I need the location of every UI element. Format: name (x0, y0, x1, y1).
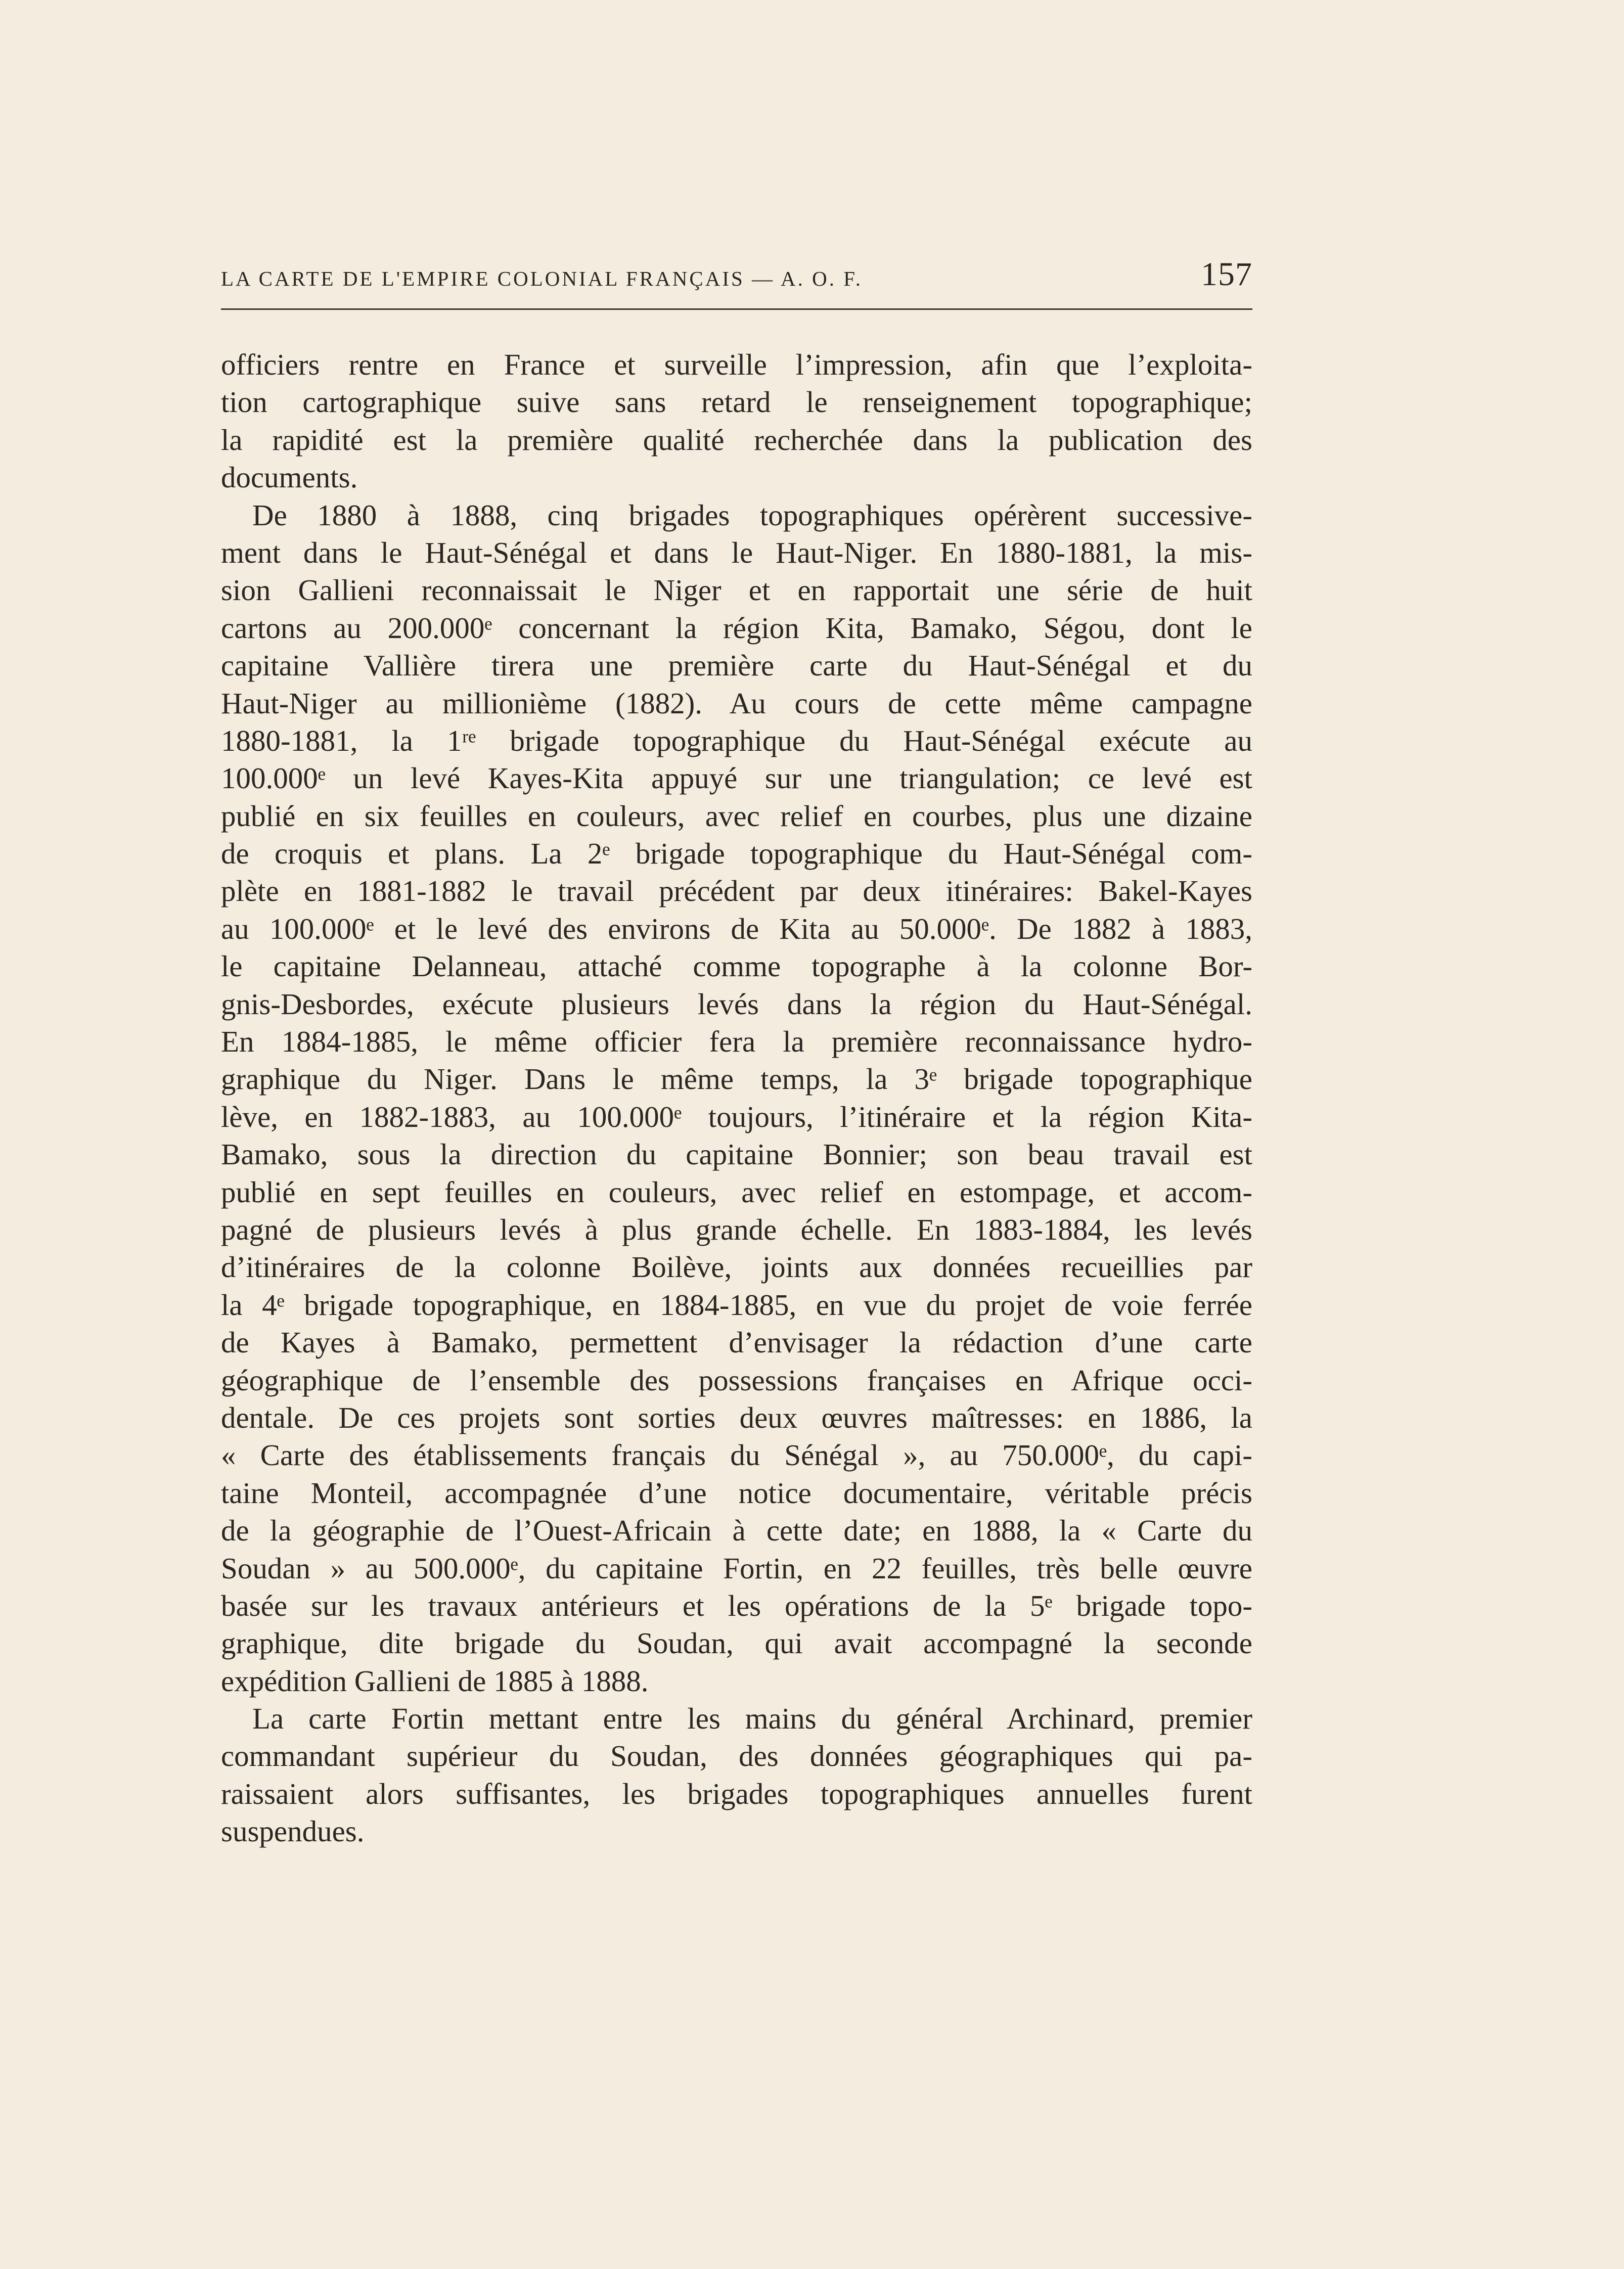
text-line: documents. (221, 461, 358, 494)
text-line: 100.000ᵉ un levé Kayes-Kita appuyé sur une triangulation; ce levé est (221, 761, 1252, 795)
text-line: le capitaine Delanneau, attaché comme topographe à la colonne Bor- (221, 949, 1252, 983)
text-line: dentale. De ces projets sont sorties deux œuvres maîtresses: en 1886, la (221, 1400, 1252, 1434)
text-line: suspendues. (221, 1814, 365, 1848)
text-line: tion cartographique suive sans retard le renseignement topographique; (221, 385, 1252, 419)
text-line: lève, en 1882-1883, au 100.000ᵉ toujours, l’itinéraire et la région Kita- (221, 1100, 1252, 1133)
page-number: 157 (1201, 256, 1252, 293)
text-line: publié en six feuilles en couleurs, avec relief en courbes, plus une dizaine (221, 799, 1252, 833)
text-line: de Kayes à Bamako, permettent d’envisager la rédaction d’une carte (221, 1326, 1252, 1359)
text-line: Bamako, sous la direction du capitaine Bonnier; son beau travail est (221, 1138, 1252, 1171)
text-line: capitaine Vallière tirera une première carte du Haut-Sénégal et du (221, 649, 1252, 683)
text-line: gnis-Desbordes, exécute plusieurs levés dans la région du Haut-Sénégal. (221, 987, 1252, 1021)
text-line: de la géographie de l’Ouest-Africain à cette date; en 1888, la « Carte du (221, 1514, 1252, 1548)
text-line: la 4ᵉ brigade topographique, en 1884-1885, en vue du projet de voie ferrée (221, 1288, 1252, 1322)
text-line: expédition Gallieni de 1885 à 1888. (221, 1664, 649, 1698)
header-rule (221, 308, 1252, 310)
text-line: En 1884-1885, le même officier fera la première reconnaissance hydro- (221, 1025, 1252, 1059)
text-line: Soudan » au 500.000ᵉ, du capitaine Fortin, en 22 feuilles, très belle œuvre (221, 1551, 1252, 1585)
text-line: graphique du Niger. Dans le même temps, la 3ᵉ brigade topographique (221, 1062, 1252, 1096)
text-line: la rapidité est la première qualité recherchée dans la publication des (221, 423, 1252, 457)
body-text (221, 346, 1252, 1850)
text-line: cartons au 200.000ᵉ concernant la région Kita, Bamako, Ségou, dont le (221, 611, 1252, 645)
text-line: officiers rentre en France et surveille l’impression, afin que l’exploita- (221, 348, 1252, 381)
text-line: « Carte des établissements français du Sénégal », au 750.000ᵉ, du capi- (221, 1438, 1252, 1472)
text-line: raissaient alors suffisantes, les brigades topographiques annuelles furent (221, 1777, 1252, 1810)
text-line: d’itinéraires de la colonne Boilève, joints aux données recueillies par (221, 1250, 1252, 1284)
text-line: publié en sept feuilles en couleurs, avec relief en estompage, et accom- (221, 1175, 1252, 1209)
text-line: pagné de plusieurs levés à plus grande échelle. En 1883-1884, les levés (221, 1212, 1252, 1246)
text-line: plète en 1881-1882 le travail précédent par deux itinéraires: Bakel-Kayes (221, 874, 1252, 908)
text-line: graphique, dite brigade du Soudan, qui avait accompagné la seconde (221, 1626, 1252, 1660)
text-line: commandant supérieur du Soudan, des données géographiques qui pa- (221, 1739, 1252, 1773)
text-line: 1880-1881, la 1ʳᵉ brigade topographique du Haut-Sénégal exécute au (221, 723, 1252, 757)
text-line: basée sur les travaux antérieurs et les opérations de la 5ᵉ brigade topo- (221, 1589, 1252, 1622)
text-line: ment dans le Haut-Sénégal et dans le Haut-Niger. En 1880-1881, la mis- (221, 535, 1252, 569)
text-line: De 1880 à 1888, cinq brigades topographiques opérèrent successive- (252, 498, 1252, 532)
text-line: La carte Fortin mettant entre les mains du général Archinard, premier (252, 1702, 1252, 1736)
text-line: au 100.000ᵉ et le levé des environs de Kita au 50.000ᵉ. De 1882 à 1883, (221, 912, 1252, 945)
text-line: Haut-Niger au millionième (1882). Au cours de cette même campagne (221, 686, 1252, 720)
text-line: taine Monteil, accompagnée d’une notice documentaire, véritable précis (221, 1476, 1252, 1510)
text-line: sion Gallieni reconnaissait le Niger et en rapportait une série de huit (221, 573, 1252, 607)
running-title: LA CARTE DE L'EMPIRE COLONIAL FRANÇAIS — A. O. F. (221, 267, 863, 290)
running-head (221, 255, 1252, 306)
text-line: géographique de l’ensemble des possessions françaises en Afrique occi- (221, 1363, 1252, 1397)
text-line: de croquis et plans. La 2ᵉ brigade topographique du Haut-Sénégal com- (221, 837, 1252, 871)
